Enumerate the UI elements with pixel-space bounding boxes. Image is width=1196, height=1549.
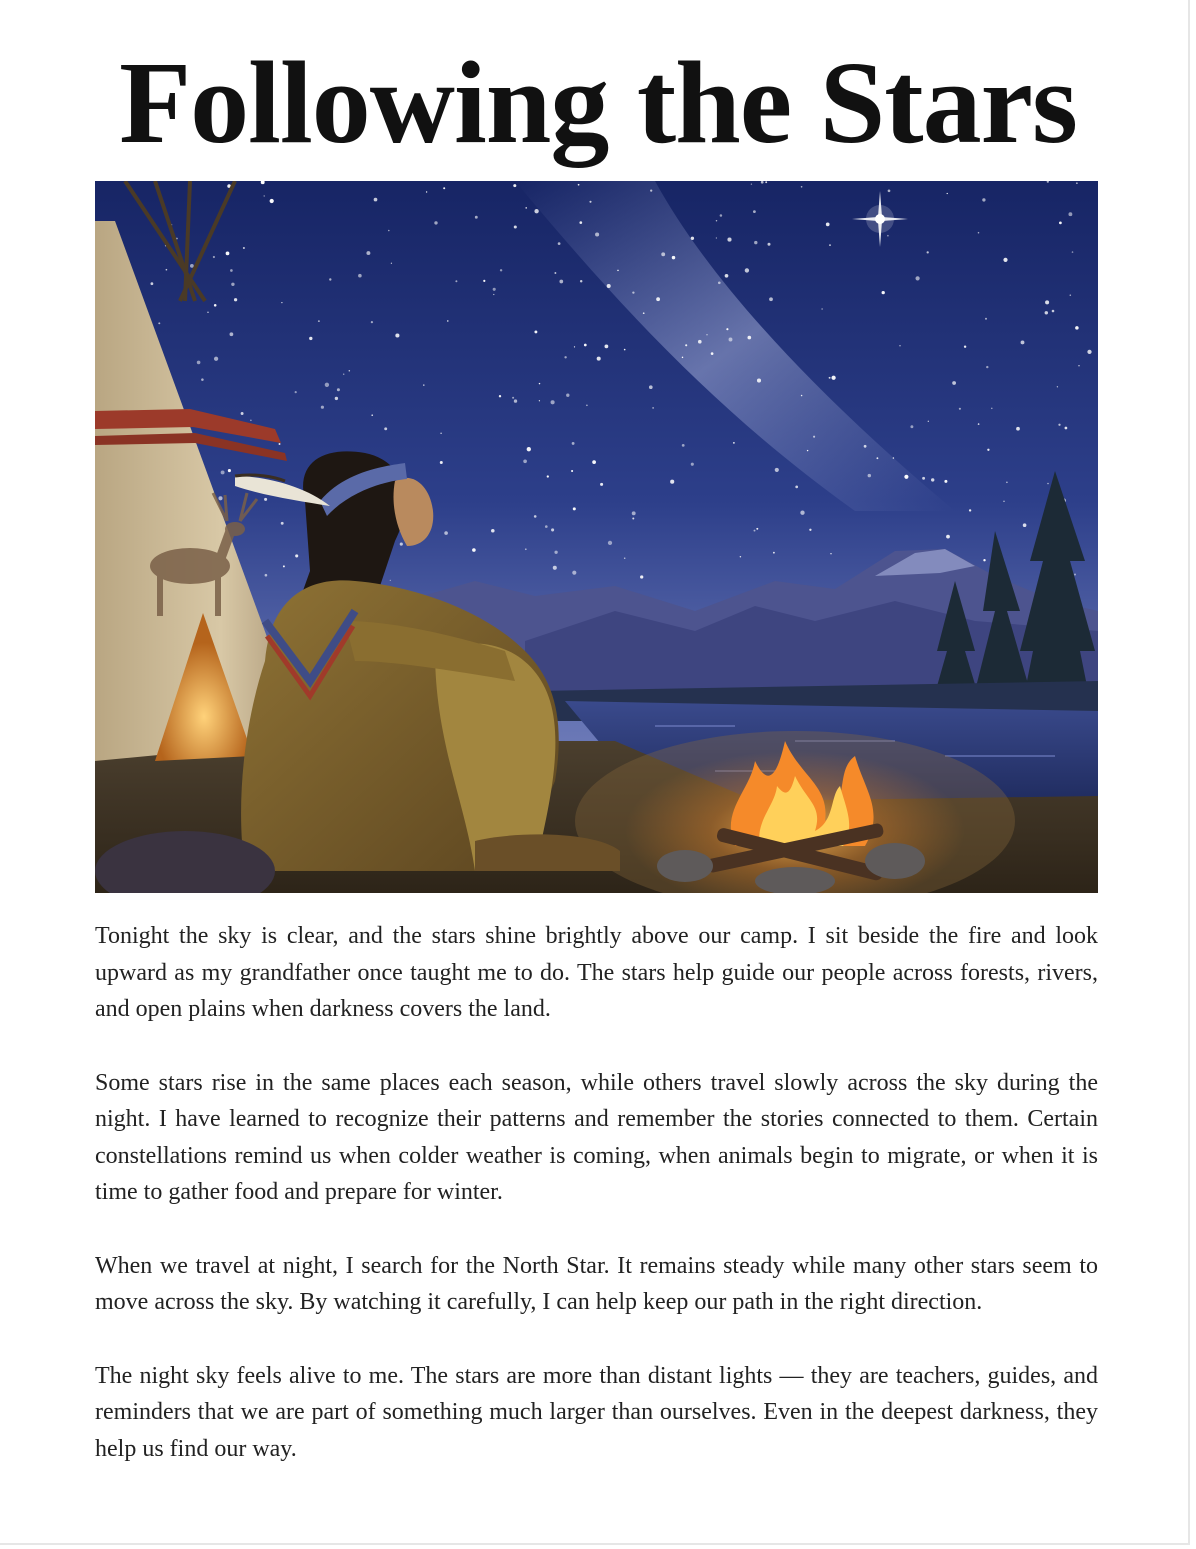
- page-title: Following the Stars: [119, 37, 1077, 168]
- night-sky-illustration: [95, 181, 1098, 893]
- paragraph: When we travel at night, I search for the North Star. It remains steady while many other stars seem to move across the sky. By watching it carefully, I can help keep our path in the right direction.: [95, 1252, 1098, 1315]
- paragraph: Some stars rise in the same places each season, while others travel slowly across the sky during the night. I have learned to recognize their patterns and remember the stories connected to them. Certain constellations remind us when colder weather is coming, when animals begin to migrate, or when it is time to gather food and prepare for winter.: [95, 1069, 1098, 1205]
- paragraph: The night sky feels alive to me. The stars are more than distant lights — they are teachers, guides, and reminders that we are part of something much larger than ourselves. Even in the deepest darkness, they help us find our way.: [95, 1362, 1098, 1462]
- paragraph: Tonight the sky is clear, and the stars shine brightly above our camp. I sit beside the fire and look upward as my grandfather once taught me to do. The stars help guide our people across forests, rivers, and open plains when darkness covers the land.: [95, 923, 1098, 1022]
- story-text: [95, 918, 1098, 1504]
